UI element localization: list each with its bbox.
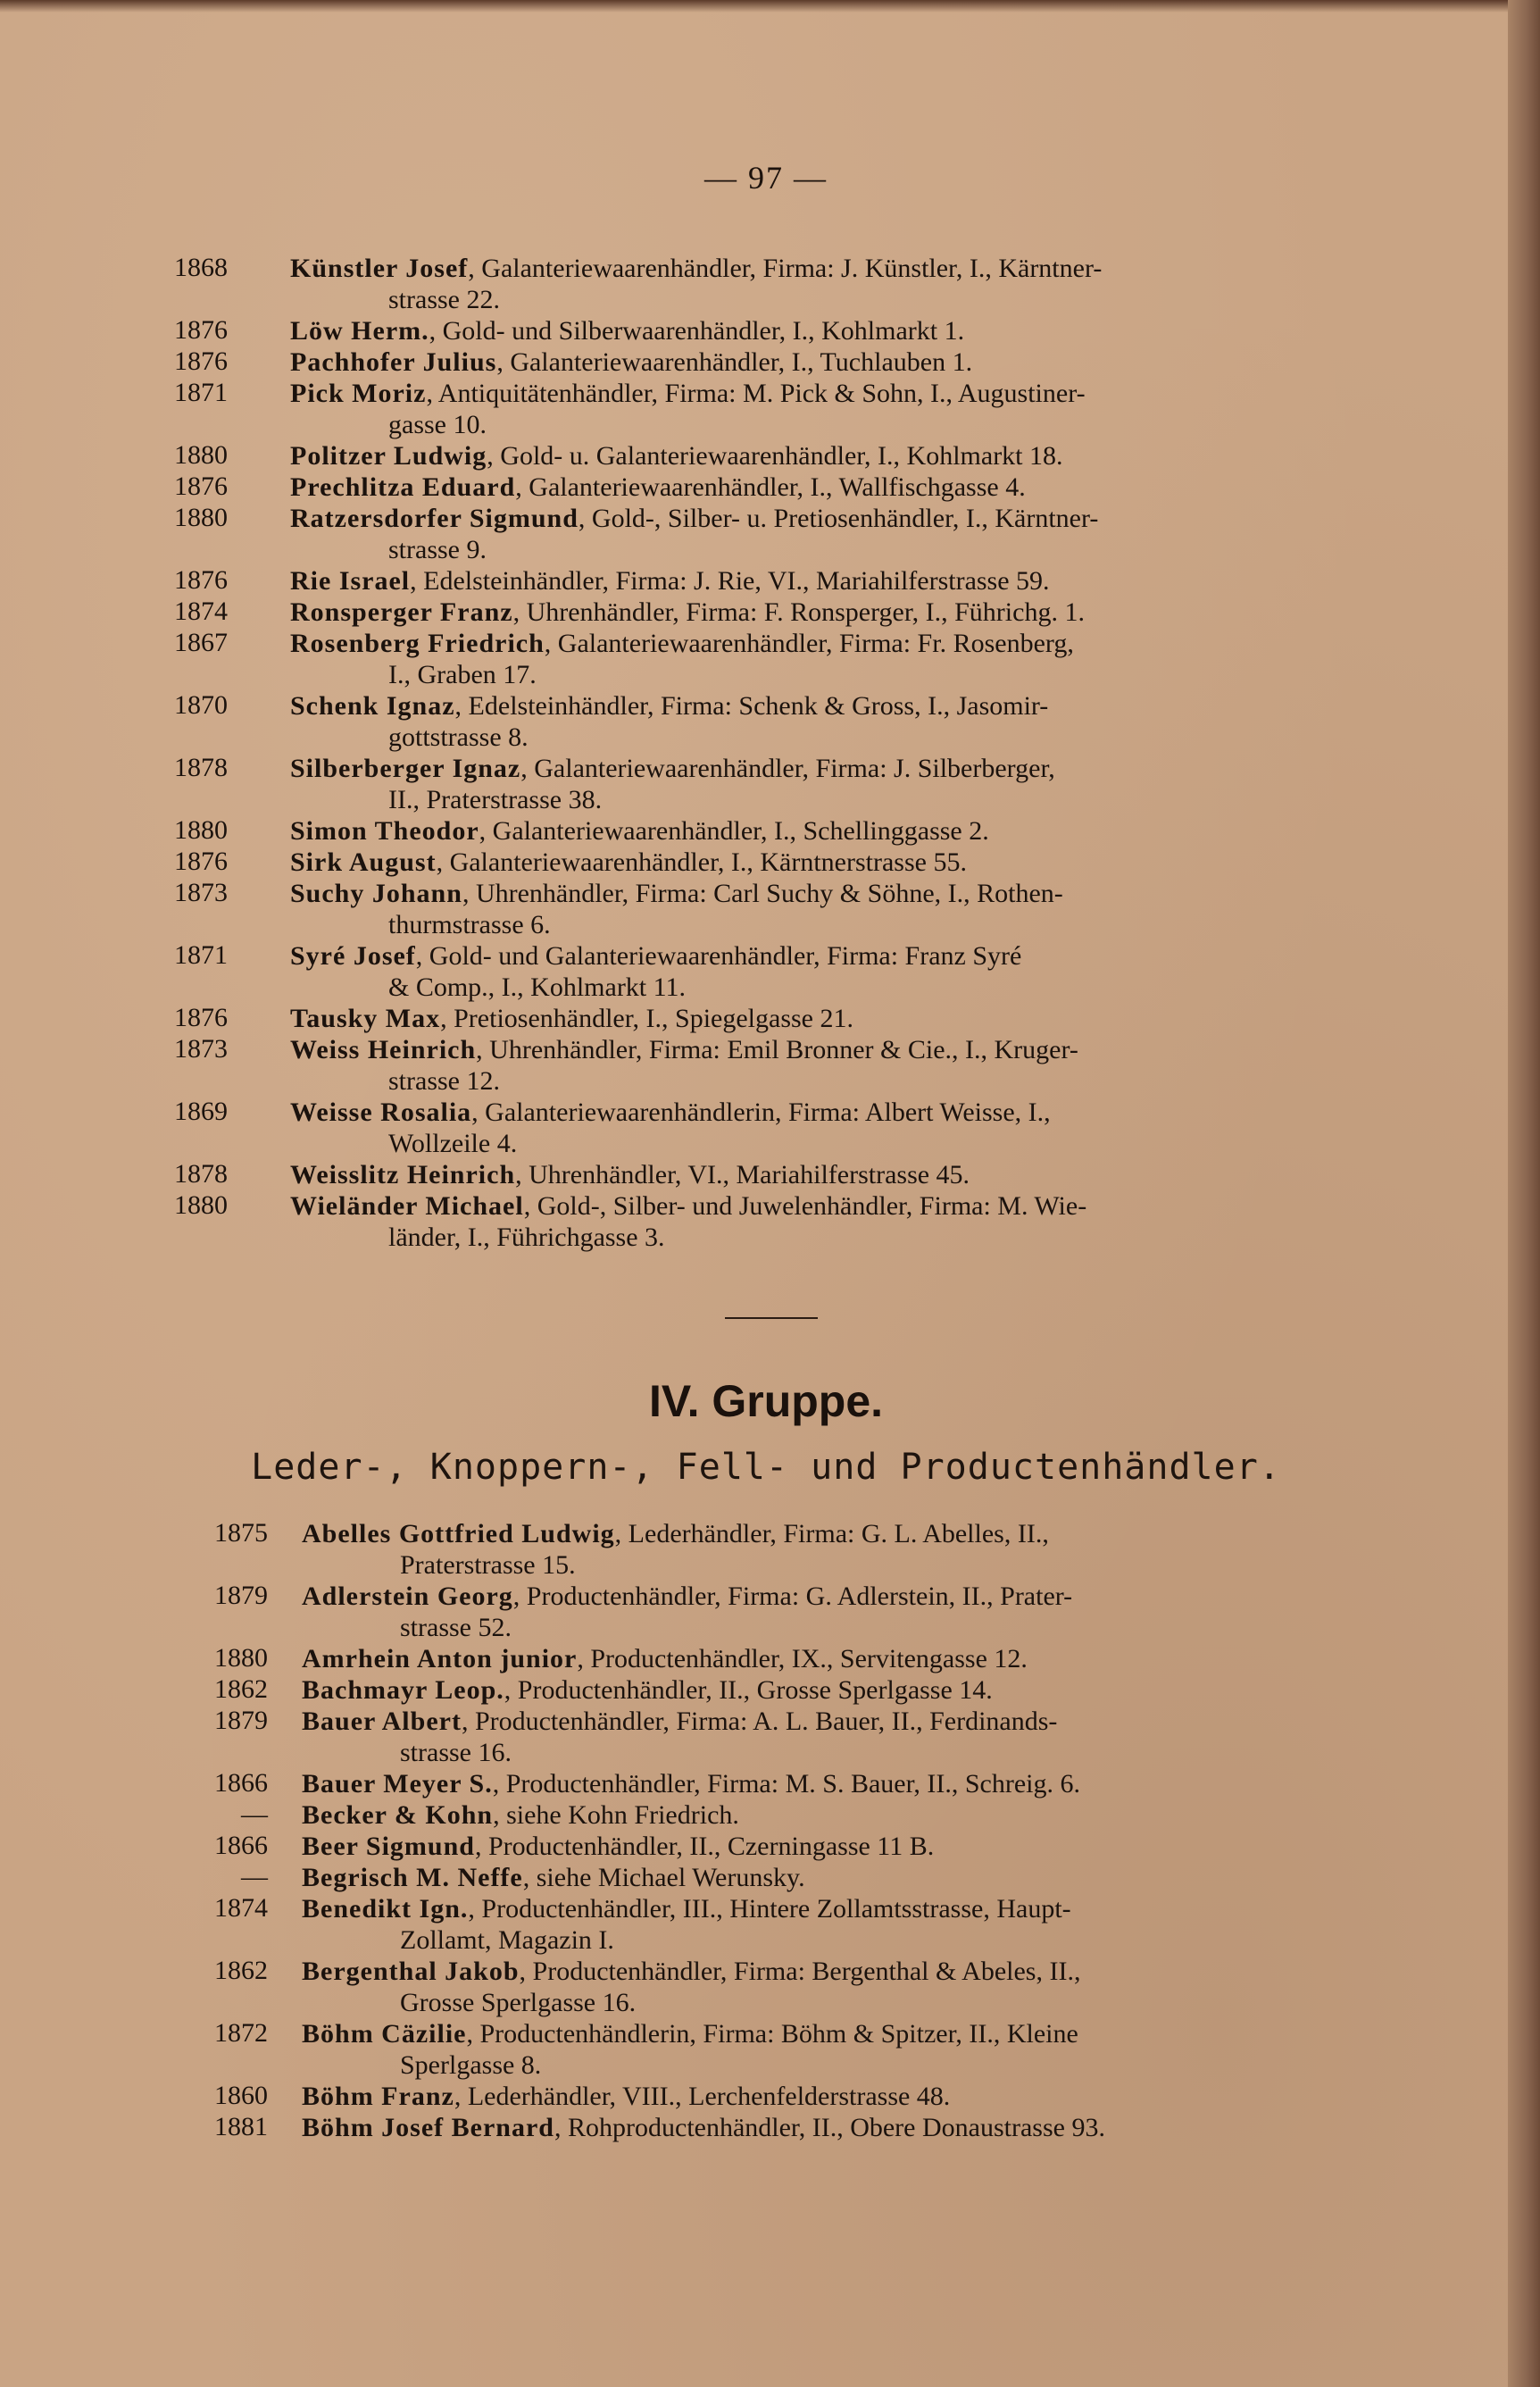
- entry-year: 1873: [174, 878, 228, 907]
- entry-continuation: gasse 10.: [388, 410, 487, 439]
- entry-year: 1880: [174, 440, 228, 470]
- entry-name: Weiss Heinrich: [290, 1035, 477, 1064]
- entry-year: 1871: [174, 378, 228, 407]
- group-title: IV. Gruppe.: [648, 1376, 884, 1426]
- entry-year: 1862: [214, 1956, 268, 1985]
- entry-year: —: [241, 1799, 268, 1829]
- entry-details: , Gold- u. Galanteriewaarenhändler, I., Kohlmarkt 18.: [487, 441, 1063, 471]
- entry-details: , Productenhändler, II., Czerningasse 11 B.: [474, 1832, 935, 1861]
- entry-continuation: strasse 12.: [388, 1066, 500, 1096]
- entry-name: Künstler Josef: [290, 254, 469, 283]
- entry-details: , Productenhändler, III., Hintere Zollamtsstrasse, Haupt-: [468, 1894, 1071, 1924]
- entry-details: , Edelsteinhändler, Firma: Schenk & Gross, I., Jasomir-: [454, 691, 1049, 721]
- entry-year: 1873: [174, 1034, 228, 1064]
- entry-text: [290, 940, 1353, 1003]
- entry-name: Benedikt Ign.: [302, 1894, 469, 1924]
- entry-name: Rie Israel: [290, 566, 411, 596]
- entry-name: Tausky Max: [290, 1004, 441, 1033]
- entry-details: , siehe Kohn Friedrich.: [493, 1800, 739, 1830]
- section-divider: [725, 1317, 818, 1319]
- entry-name: Ronsperger Franz: [290, 597, 513, 627]
- entry-details: , Edelsteinhändler, Firma: J. Rie, VI., Mariahilferstrasse 59.: [410, 566, 1050, 596]
- entry-details: , Uhrenhändler, Firma: Carl Suchy & Söhne, I., Rothen-: [462, 879, 1063, 908]
- entry-text: [290, 753, 1353, 815]
- entry-year: 1874: [174, 597, 228, 626]
- entry-text: [290, 878, 1353, 940]
- entry-text: [302, 1643, 1355, 1674]
- entry-name: Böhm Cäzilie: [302, 2019, 467, 2049]
- entry-details: , Pretiosenhändler, I., Spiegelgasse 21.: [440, 1004, 853, 1033]
- entry-name: Syré Josef: [290, 941, 416, 971]
- entry-name: Begrisch M. Neffe: [302, 1863, 523, 1892]
- entry-continuation: länder, I., Führichgasse 3.: [388, 1223, 665, 1252]
- entry-year: 1870: [174, 690, 228, 720]
- entry-text: [290, 472, 1353, 503]
- entry-name: Silberberger Ignaz: [290, 754, 521, 783]
- entry-text: [302, 1956, 1355, 2018]
- entry-text: [302, 2081, 1355, 2112]
- entry-name: Bauer Albert: [302, 1707, 462, 1736]
- entry-details: , Lederhändler, Firma: G. L. Abelles, II.,: [614, 1519, 1049, 1548]
- entry-name: Adlerstein Georg: [302, 1582, 513, 1611]
- entry-year: 1878: [174, 753, 228, 782]
- entry-year: 1860: [214, 2081, 268, 2110]
- entry-details: , Antiquitätenhändler, Firma: M. Pick & Sohn, I., Augustiner-: [426, 379, 1086, 408]
- entry-year: 1862: [214, 1674, 268, 1704]
- entry-year: 1872: [214, 2018, 268, 2048]
- entry-year: 1876: [174, 847, 228, 876]
- entry-year: 1876: [174, 1003, 228, 1032]
- entry-year: 1881: [214, 2112, 268, 2141]
- page-number: — 97 —: [704, 160, 828, 196]
- entry-text: [302, 1862, 1355, 1893]
- entry-details: , Galanteriewaarenhändlerin, Firma: Albert Weisse, I.,: [471, 1098, 1051, 1127]
- entry-text: [290, 503, 1353, 565]
- book-spine: [1508, 0, 1540, 2387]
- entry-year: 1866: [214, 1831, 268, 1860]
- entry-year: 1879: [214, 1581, 268, 1610]
- entry-year: 1874: [214, 1893, 268, 1923]
- entry-text: [290, 315, 1353, 346]
- group-subtitle: Leder-, Knoppern-, Fell- und Productenhändler.: [251, 1447, 1281, 1488]
- entry-details: , Galanteriewaarenhändler, I., Wallfischgasse 4.: [515, 472, 1026, 502]
- entry-year: 1866: [214, 1768, 268, 1798]
- entry-year: 1876: [174, 315, 228, 345]
- entry-continuation: strasse 9.: [388, 535, 487, 564]
- entry-year: 1880: [174, 1190, 228, 1220]
- entry-details: , Gold- und Galanteriewaarenhändler, Firma: Franz Syré: [415, 941, 1022, 971]
- entry-continuation: strasse 22.: [388, 285, 500, 314]
- entry-continuation: Zollamt, Magazin I.: [400, 1925, 614, 1955]
- entry-continuation: strasse 16.: [400, 1738, 512, 1767]
- entry-name: Sirk August: [290, 847, 437, 877]
- entry-text: [290, 1190, 1353, 1253]
- entry-name: Schenk Ignaz: [290, 691, 455, 721]
- entry-text: [302, 2112, 1355, 2143]
- entry-details: , Galanteriewaarenhändler, Firma: J. Silberberger,: [520, 754, 1055, 783]
- entry-continuation: Sperlgasse 8.: [400, 2050, 542, 2080]
- entry-name: Böhm Franz: [302, 2082, 454, 2111]
- entry-name: Weisslitz Heinrich: [290, 1160, 516, 1189]
- entry-text: [302, 1674, 1355, 1706]
- entry-name: Bachmayr Leop.: [302, 1675, 504, 1705]
- entry-text: [290, 847, 1353, 878]
- entry-details: , Productenhändler, IX., Servitengasse 12.: [577, 1644, 1028, 1673]
- entry-text: [302, 1706, 1355, 1768]
- entry-year: 1871: [174, 940, 228, 970]
- entry-year: 1880: [174, 815, 228, 845]
- entry-details: , Productenhändler, Firma: M. S. Bauer, II., Schreig. 6.: [492, 1769, 1080, 1799]
- entry-name: Löw Herm.: [290, 316, 429, 346]
- entry-name: Wieländer Michael: [290, 1191, 524, 1221]
- entry-details: , Rohproductenhändler, II., Obere Donaustrasse 93.: [554, 2113, 1105, 2142]
- entry-continuation: II., Praterstrasse 38.: [388, 785, 603, 814]
- entry-continuation: thurmstrasse 6.: [388, 910, 551, 939]
- entry-year: 1876: [174, 472, 228, 501]
- entry-name: Pick Moriz: [290, 379, 427, 408]
- entry-text: [302, 1518, 1355, 1581]
- entry-year: 1880: [214, 1643, 268, 1673]
- entry-text: [302, 2018, 1355, 2081]
- entry-year: 1880: [174, 503, 228, 532]
- entry-text: [302, 1581, 1355, 1643]
- entry-name: Bergenthal Jakob: [302, 1957, 520, 1986]
- entry-name: Abelles Gottfried Ludwig: [302, 1519, 615, 1548]
- entry-details: , siehe Michael Werunsky.: [522, 1863, 805, 1892]
- entry-continuation: gottstrasse 8.: [388, 722, 529, 752]
- entry-name: Rosenberg Friedrich: [290, 629, 545, 658]
- entry-text: [290, 690, 1353, 753]
- entry-year: 1876: [174, 346, 228, 376]
- entry-details: , Productenhändler, Firma: G. Adlerstein, II., Prater-: [512, 1582, 1073, 1611]
- entry-name: Ratzersdorfer Sigmund: [290, 504, 579, 533]
- entry-details: , Productenhändlerin, Firma: Böhm & Spitzer, II., Kleine: [466, 2019, 1078, 2049]
- entry-continuation: Praterstrasse 15.: [400, 1550, 576, 1580]
- entry-name: Politzer Ludwig: [290, 441, 487, 471]
- entry-continuation: Grosse Sperlgasse 16.: [400, 1988, 637, 2017]
- entry-details: , Galanteriewaarenhändler, I., Kärntnerstrasse 55.: [436, 847, 967, 877]
- entry-text: [290, 1003, 1353, 1034]
- entry-details: , Productenhändler, II., Grosse Sperlgasse 14.: [504, 1675, 993, 1705]
- entry-text: [290, 628, 1353, 690]
- entry-details: , Galanteriewaarenhändler, I., Tuchlauben 1.: [496, 347, 973, 377]
- entry-details: , Galanteriewaarenhändler, Firma: J. Künstler, I., Kärntner-: [468, 254, 1103, 283]
- entry-details: , Productenhändler, Firma: A. L. Bauer, II., Ferdinands-: [461, 1707, 1058, 1736]
- entry-text: [290, 1034, 1353, 1097]
- entry-year: 1876: [174, 565, 228, 595]
- entry-text: [290, 346, 1353, 378]
- entry-continuation: & Comp., I., Kohlmarkt 11.: [388, 972, 687, 1002]
- entry-year: 1879: [214, 1706, 268, 1735]
- entry-name: Amrhein Anton junior: [302, 1644, 578, 1673]
- entry-continuation: strasse 52.: [400, 1613, 512, 1642]
- entry-details: , Uhrenhändler, VI., Mariahilferstrasse 45.: [515, 1160, 970, 1189]
- entry-details: , Lederhändler, VIII., Lerchenfelderstrasse 48.: [454, 2082, 951, 2111]
- entry-name: Bauer Meyer S.: [302, 1769, 493, 1799]
- entry-name: Prechlitza Eduard: [290, 472, 516, 502]
- entry-year: —: [241, 1862, 268, 1891]
- entry-text: [302, 1768, 1355, 1799]
- entry-details: , Gold-, Silber- u. Pretiosenhändler, I., Kärntner-: [578, 504, 1099, 533]
- entry-year: 1878: [174, 1159, 228, 1189]
- entry-name: Pachhofer Julius: [290, 347, 497, 377]
- entry-text: [290, 597, 1353, 628]
- entry-details: , Uhrenhändler, Firma: F. Ronsperger, I., Führichg. 1.: [512, 597, 1085, 627]
- entry-name: Beer Sigmund: [302, 1832, 475, 1861]
- entry-text: [290, 378, 1353, 440]
- entry-details: , Uhrenhändler, Firma: Emil Bronner & Cie., I., Kruger-: [476, 1035, 1078, 1064]
- entry-year: 1868: [174, 253, 228, 282]
- entry-text: [290, 1159, 1353, 1190]
- entry-year: 1875: [214, 1518, 268, 1548]
- entry-continuation: I., Graben 17.: [388, 660, 537, 689]
- entry-details: , Galanteriewaarenhändler, Firma: Fr. Rosenberg,: [544, 629, 1074, 658]
- entry-name: Böhm Josef Bernard: [302, 2113, 554, 2142]
- page-edge-shadow: [0, 0, 1522, 13]
- entry-name: Weisse Rosalia: [290, 1098, 472, 1127]
- entry-details: , Productenhändler, Firma: Bergenthal & Abeles, II.,: [519, 1957, 1081, 1986]
- entry-text: [290, 440, 1353, 472]
- entry-continuation: Wollzeile 4.: [388, 1129, 518, 1158]
- entry-text: [290, 815, 1353, 847]
- entry-name: Suchy Johann: [290, 879, 462, 908]
- entry-year: 1867: [174, 628, 228, 657]
- entry-text: [302, 1831, 1355, 1862]
- entry-name: Becker & Kohn: [302, 1800, 494, 1830]
- entry-details: , Gold- und Silberwaarenhändler, I., Kohlmarkt 1.: [429, 316, 965, 346]
- entry-details: , Gold-, Silber- und Juwelenhändler, Firma: M. Wie-: [523, 1191, 1087, 1221]
- entry-name: Simon Theodor: [290, 816, 479, 846]
- entry-text: [302, 1893, 1355, 1956]
- entry-text: [290, 253, 1353, 315]
- entry-text: [290, 1097, 1353, 1159]
- entry-year: 1869: [174, 1097, 228, 1126]
- entry-text: [290, 565, 1353, 597]
- entry-text: [302, 1799, 1355, 1831]
- entry-details: , Galanteriewaarenhändler, I., Schellinggasse 2.: [479, 816, 989, 846]
